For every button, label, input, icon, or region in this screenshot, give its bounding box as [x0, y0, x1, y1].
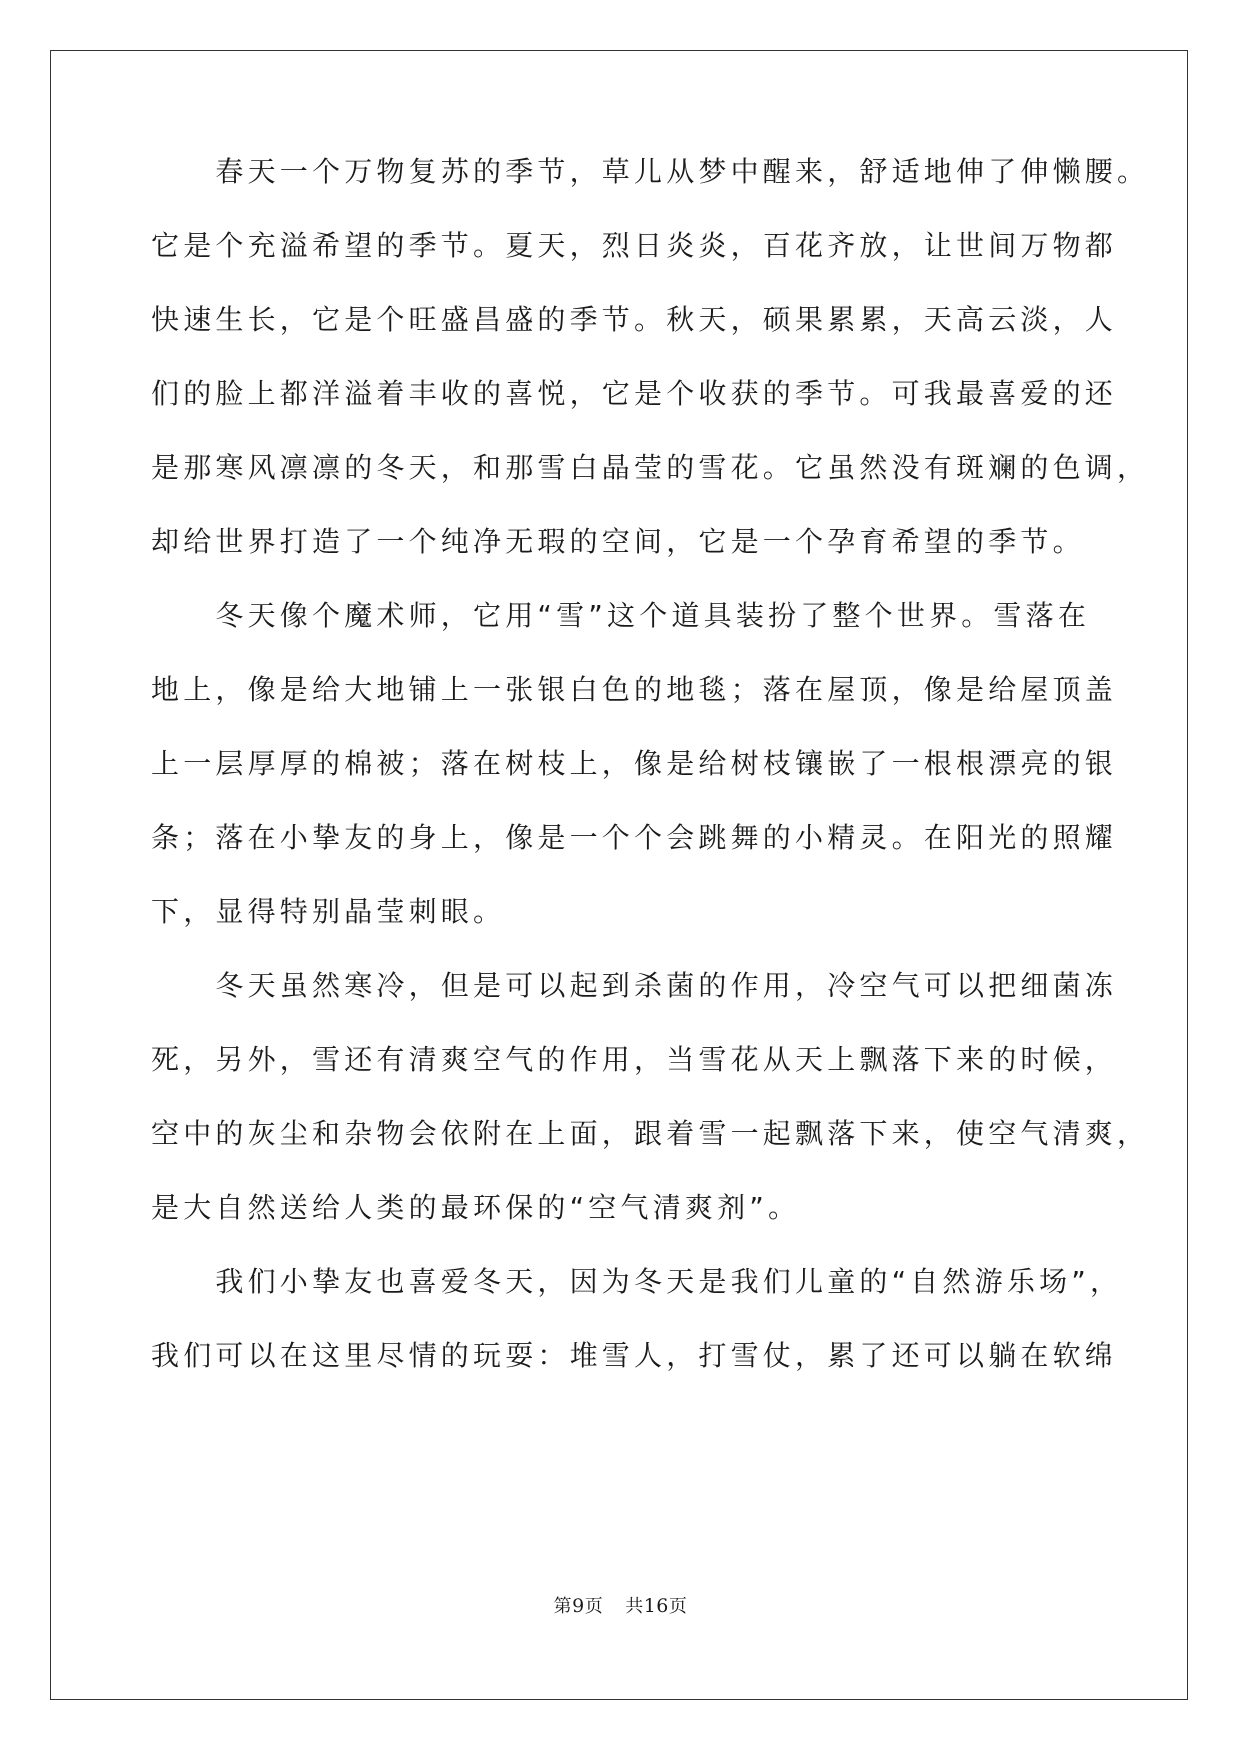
- text-line: 下，显得特别晶莹刺眼。: [151, 895, 506, 928]
- page-suffix: 页: [584, 1596, 604, 1617]
- text-line: 我们可以在这里尽情的玩耍：堆雪人，打雪仗，累了还可以躺在软绵: [151, 1339, 1118, 1372]
- text-line: 们的脸上都洋溢着丰收的喜悦，它是个收获的季节。可我最喜爱的还: [151, 377, 1118, 410]
- text-line: 条；落在小挚友的身上，像是一个个会跳舞的小精灵。在阳光的照耀: [151, 821, 1118, 854]
- text-line: 冬天虽然寒冷，但是可以起到杀菌的作用，冷空气可以把细菌冻: [151, 969, 1118, 1002]
- text-line: 我们小挚友也喜爱冬天，因为冬天是我们儿童的“自然游乐场”，: [151, 1265, 1123, 1298]
- page-prefix: 第: [553, 1596, 573, 1617]
- text-line: 快速生长，它是个旺盛昌盛的季节。秋天，硕果累累，天高云淡，人: [151, 303, 1118, 336]
- text-line: 春天一个万物复苏的季节，草儿从梦中醒来，舒适地伸了伸懒腰。: [151, 155, 1150, 188]
- total-prefix: 共: [625, 1596, 644, 1617]
- text-line: 它是个充溢希望的季节。夏天，烈日炎炎，百花齐放，让世间万物都: [151, 229, 1118, 262]
- total-pages: 16: [643, 1595, 669, 1617]
- text-line: 死，另外，雪还有清爽空气的作用，当雪花从天上飘落下来的时候，: [151, 1043, 1118, 1076]
- total-suffix: 页: [668, 1596, 688, 1617]
- text-line: 却给世界打造了一个纯净无瑕的空间，它是一个孕育希望的季节。: [151, 525, 1085, 558]
- page-footer: [0, 1594, 1241, 1619]
- text-line: 冬天像个魔术师，它用“雪”这个道具装扮了整个世界。雪落在: [151, 599, 1091, 632]
- page-number: 9: [572, 1595, 585, 1617]
- text-line: 上一层厚厚的棉被；落在树枝上，像是给树枝镶嵌了一根根漂亮的银: [151, 747, 1118, 780]
- page-border: [50, 50, 1188, 1700]
- text-line: 是那寒风凛凛的冬天，和那雪白晶莹的雪花。它虽然没有斑斓的色调，: [151, 451, 1150, 484]
- text-line: 是大自然送给人类的最环保的“空气清爽剂”。: [151, 1191, 801, 1224]
- text-line: 空中的灰尘和杂物会依附在上面，跟着雪一起飘落下来，使空气清爽，: [151, 1117, 1150, 1150]
- text-line: 地上，像是给大地铺上一张银白色的地毯；落在屋顶，像是给屋顶盖: [151, 673, 1118, 706]
